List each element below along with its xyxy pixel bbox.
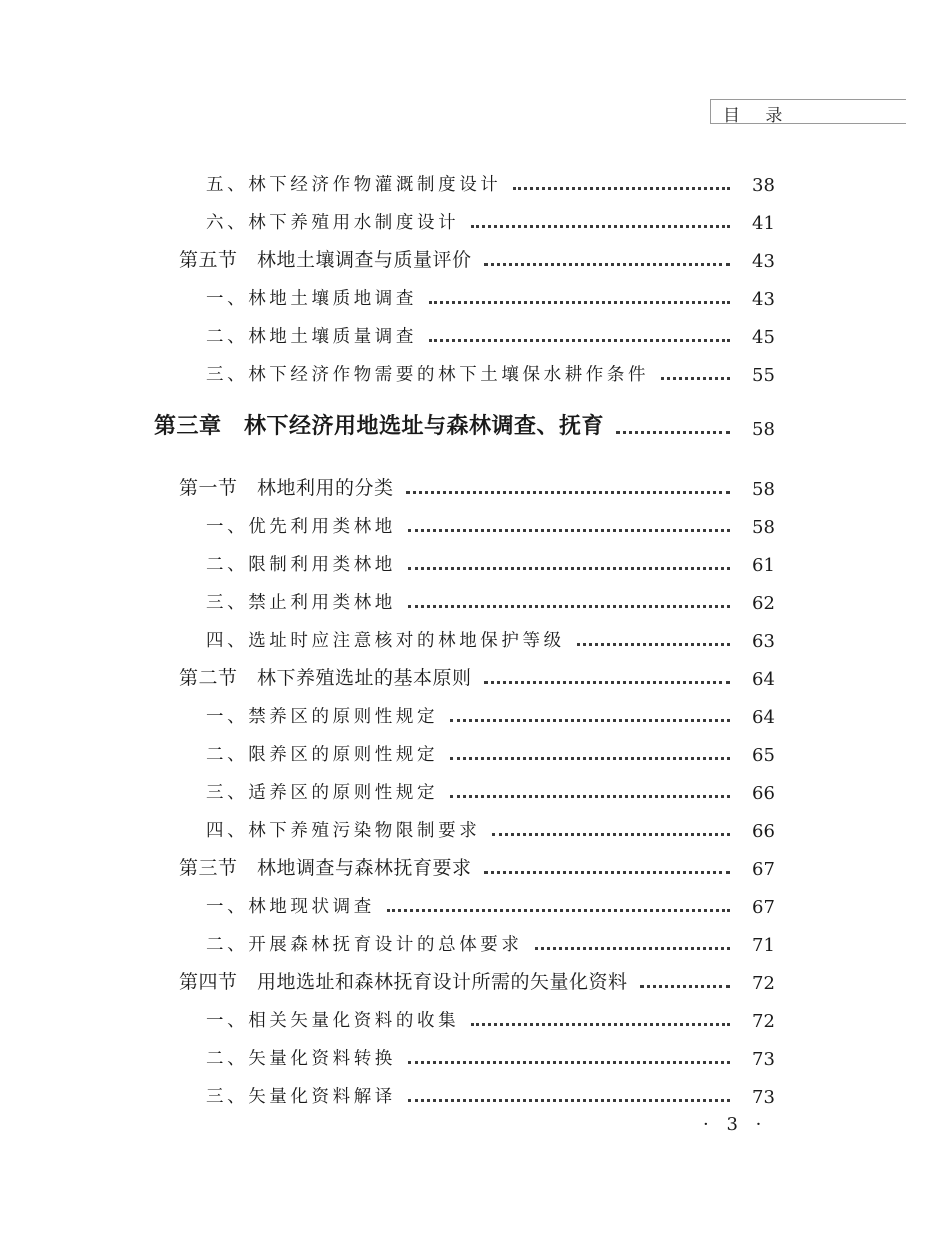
toc-entry-title: 第五节 林地土壤调查与质量评价 [179,249,472,271]
toc-entry-chapter [154,410,775,440]
toc-entry-title: 三、适养区的原则性规定 [206,783,439,803]
toc-entry-item [206,622,775,652]
toc-entry-item [206,1040,775,1070]
toc-entry-title: 一、优先利用类林地 [206,517,396,537]
toc-dot-leader [471,225,730,228]
toc-entry-title: 二、开展森林抚育设计的总体要求 [206,935,523,955]
toc-entry-section [179,850,775,880]
toc-entry-page: 73 [752,1087,775,1108]
toc-dot-leader [450,719,730,722]
toc-dot-leader [406,491,730,494]
toc-entry-title: 三、林下经济作物需要的林下土壤保水耕作条件 [206,365,650,385]
toc-dot-leader [408,1099,730,1102]
toc-dot-leader [408,567,730,570]
toc-dot-leader [450,795,730,798]
toc-entry-page: 63 [752,631,775,652]
page-number: · 3 · [703,1114,768,1135]
toc-entry-page: 45 [752,327,775,348]
toc-entry-title: 第三章 林下经济用地选址与森林调查、抚育 [154,413,605,439]
toc-entry-item [206,774,775,804]
toc-entry-title: 一、相关矢量化资料的收集 [206,1011,460,1031]
toc-entry-page: 38 [752,175,775,196]
toc-entry-item [206,204,775,234]
toc-entry-item [206,546,775,576]
toc-dot-leader [616,431,730,434]
toc-entry-page: 66 [752,821,775,842]
toc-entry-section [179,964,775,994]
running-header-text: 目 录 [723,106,793,126]
toc-dot-leader [408,1061,730,1064]
toc-entry-item [206,888,775,918]
toc-entry-page: 62 [752,593,775,614]
toc-entry-title: 第一节 林地利用的分类 [179,477,394,499]
toc-dot-leader [535,947,731,950]
toc-dot-leader [450,757,730,760]
toc-entry-item [206,508,775,538]
toc-entry-page: 43 [752,289,775,310]
toc-dot-leader [408,605,730,608]
toc-entry-item [206,1078,775,1108]
toc-entry-section [179,470,775,500]
toc-entry-item [206,736,775,766]
toc-entry-page: 72 [752,973,775,994]
toc-entry-page: 58 [752,479,775,500]
toc-entry-title: 二、限制利用类林地 [206,555,396,575]
toc-dot-leader [484,871,730,874]
toc-entry-page: 61 [752,555,775,576]
toc-entry-page: 73 [752,1049,775,1070]
toc-entry-page: 67 [752,859,775,880]
toc-entry-title: 四、选址时应注意核对的林地保护等级 [206,631,565,651]
toc-entry-item [206,280,775,310]
toc-entry-page: 72 [752,1011,775,1032]
toc-entry-item [206,698,775,728]
toc-entry-title: 五、林下经济作物灌溉制度设计 [206,175,502,195]
toc-entry-title: 第二节 林下养殖选址的基本原则 [179,667,472,689]
toc-entry-title: 六、林下养殖用水制度设计 [206,213,460,233]
toc-entry-title: 一、林地现状调查 [206,897,375,917]
toc-entry-page: 64 [752,707,775,728]
toc-entry-item [206,926,775,956]
toc-entry-page: 66 [752,783,775,804]
toc-entry-title: 一、林地土壤质地调查 [206,289,417,309]
toc-entry-page: 58 [752,517,775,538]
toc-dot-leader [661,377,730,380]
toc-entry-title: 第三节 林地调查与森林抚育要求 [179,857,472,879]
toc-dot-leader [429,339,730,342]
toc-entry-page: 58 [752,419,775,440]
toc-dot-leader [429,301,730,304]
toc-entry-item [206,166,775,196]
toc-entry-page: 67 [752,897,775,918]
toc-entry-title: 四、林下养殖污染物限制要求 [206,821,481,841]
toc-entry-item [206,1002,775,1032]
toc-entry-item [206,356,775,386]
toc-entry-page: 64 [752,669,775,690]
toc-dot-leader [492,833,730,836]
toc-entry-section [179,242,775,272]
toc-dot-leader [513,187,730,190]
toc-entry-title: 二、限养区的原则性规定 [206,745,439,765]
toc-dot-leader [387,909,730,912]
toc-entry-item [206,318,775,348]
toc-entry-section [179,660,775,690]
toc-entry-page: 55 [752,365,775,386]
toc-entry-page: 41 [752,213,775,234]
toc-entry-title: 一、禁养区的原则性规定 [206,707,439,727]
toc-entry-page: 71 [752,935,775,956]
toc-dot-leader [408,529,730,532]
toc-entry-item [206,584,775,614]
toc-entry-page: 43 [752,251,775,272]
toc-entry-title: 二、矢量化资料转换 [206,1049,396,1069]
toc-entry-title: 二、林地土壤质量调查 [206,327,417,347]
toc-dot-leader [471,1023,730,1026]
toc-dot-leader [640,985,730,988]
toc-entry-title: 三、禁止利用类林地 [206,593,396,613]
toc-entry-title: 第四节 用地选址和森林抚育设计所需的矢量化资料 [179,971,628,993]
toc-entry-title: 三、矢量化资料解译 [206,1087,396,1107]
toc-entry-page: 65 [752,745,775,766]
toc-dot-leader [484,263,730,266]
toc-dot-leader [484,681,730,684]
toc-entry-item [206,812,775,842]
toc-dot-leader [577,643,730,646]
